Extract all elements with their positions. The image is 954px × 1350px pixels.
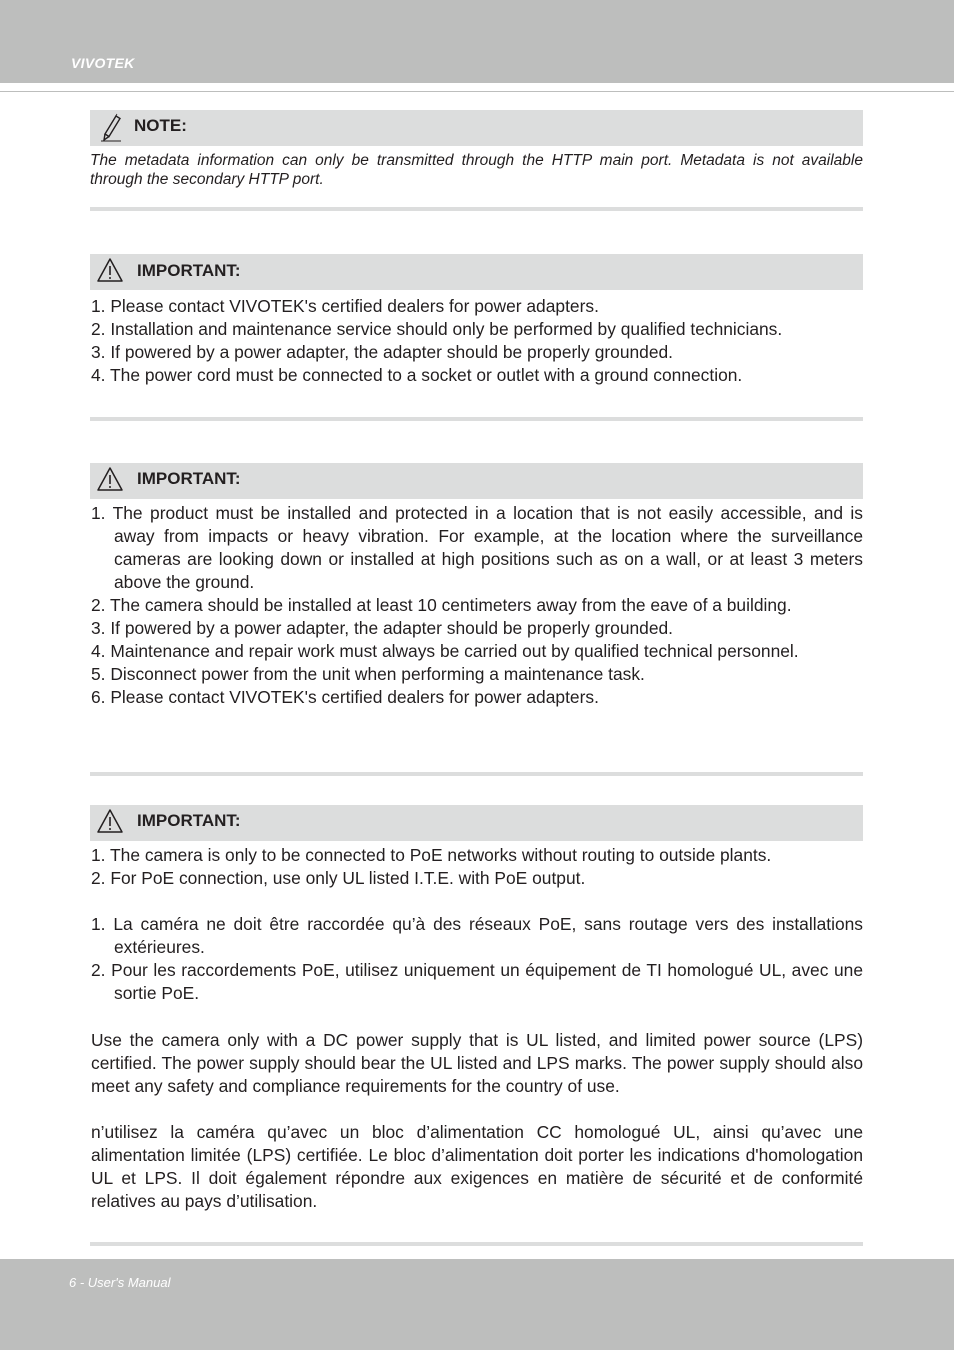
warning-icon [96,466,124,497]
important-bar-2 [90,463,863,499]
list-item: 1. The camera is only to be connected to PoE networks without routing to outside plants. [91,845,772,865]
section-divider [90,772,863,776]
page-footer [0,1259,954,1350]
note-title: NOTE: [134,116,187,135]
important-list-2 [91,502,863,709]
brand-name: VIVOTEK [71,55,135,71]
important-list-1 [91,295,863,387]
important-list-3-fr [91,913,863,1005]
page-header [0,0,954,83]
section-divider [90,417,863,421]
note-bar [90,110,863,146]
warning-icon [96,257,124,288]
list-item: 3. If powered by a power adapter, the adapter should be properly grounded. [91,618,674,638]
list-item: 2. The camera should be installed at least 10 centimeters away from the eave of a building. [91,595,792,615]
list-item: 5. Disconnect power from the unit when performing a maintenance task. [91,664,645,684]
list-item: 2. Installation and maintenance service should only be performed by qualified technicians. [91,319,783,339]
pencil-icon [98,112,124,147]
page-number: 6 - User's Manual [69,1275,171,1290]
important-title: IMPORTANT: [137,469,241,488]
important-list-3-en [91,844,863,890]
list-item: 6. Please contact VIVOTEK's certified dealers for power adapters. [91,687,599,707]
section-divider [90,207,863,211]
list-item: 1. The product must be installed and protected in a location that is not easily accessible, and is away from impacts or heavy vibration. For example, at the location where the surveillance cameras are looking down or installed at high positions such as on a wall, or at least 3 meters above the ground. [91,503,863,592]
important-bar-1 [90,254,863,290]
list-item: 4. Maintenance and repair work must always be carried out by qualified technical personnel. [91,641,799,661]
warning-icon [96,808,124,839]
section-divider [90,1242,863,1246]
list-item: 3. If powered by a power adapter, the adapter should be properly grounded. [91,342,674,362]
list-item: 4. The power cord must be connected to a socket or outlet with a ground connection. [91,365,743,385]
important-title: IMPORTANT: [137,811,241,830]
list-item: 2. Pour les raccordements PoE, utilisez uniquement un équipement de TI homologué UL, avec une sortie PoE. [91,960,863,1003]
important-bar-3 [90,805,863,841]
list-item: 1. Please contact VIVOTEK's certified dealers for power adapters. [91,296,599,316]
header-rule [0,91,954,92]
list-item: 1. La caméra ne doit être raccordée qu’à des réseaux PoE, sans routage vers des installations extérieures. [91,914,863,957]
power-supply-paragraph-en: Use the camera only with a DC power supply that is UL listed, and limited power source (LPS) certified. The power supply should bear the UL listed and LPS marks. The power supply should also meet any safety and compliance requirements for the country of use. [91,1030,863,1096]
important-title: IMPORTANT: [137,261,241,280]
list-item: 2. For PoE connection, use only UL listed I.T.E. with PoE output. [91,868,586,888]
note-text: The metadata information can only be transmitted through the HTTP main port. Metadata is not available through the secondary HTTP port. [90,152,863,188]
power-supply-paragraph-fr: n’utilisez la caméra qu’avec un bloc d’alimentation CC homologué UL, ainsi qu’avec une alimentation limitée (LPS) certifiée. Le bloc d’alimentation doit porter les indications d'homologation UL et LPS. Il doit également répondre aux exigences en matière de sécurité et de conformité relatives au pays d’utilisation. [91,1122,863,1211]
